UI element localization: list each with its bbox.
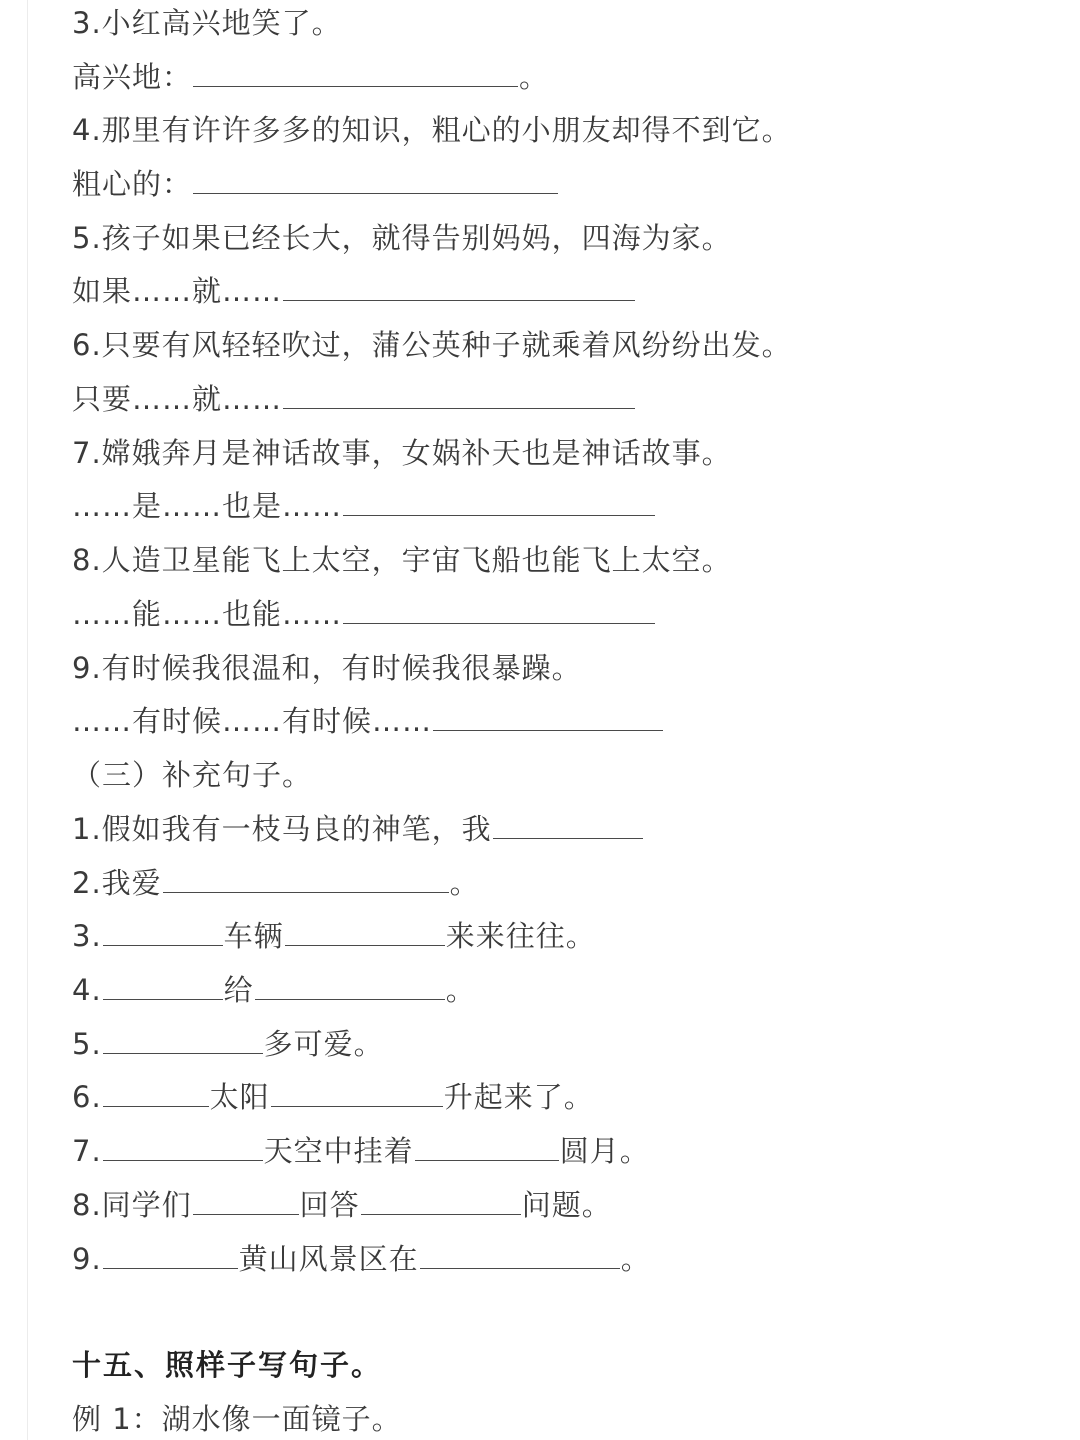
question-sentence: 5.孩子如果已经长大，就得告别妈妈，四海为家。 [72,221,732,255]
section-heading: 十五、照样子写句子。 [72,1348,383,1382]
answer-line: 高兴地： 。 [72,60,550,94]
fill-blank[interactable] [193,1188,299,1215]
fill-blank[interactable] [193,60,518,87]
fill-sentence: 7. 天空中挂着 圆月。 [72,1134,650,1168]
fill-blank[interactable] [103,1134,263,1161]
fill-blank[interactable] [255,973,445,1000]
question-sentence: 6.只要有风轻轻吹过，蒲公英种子就乘着风纷纷出发。 [72,328,792,362]
fill-blank[interactable] [103,1242,238,1269]
answer-line: ……是……也是…… [72,486,656,526]
fill-blank[interactable] [103,919,223,946]
fill-blank[interactable] [103,973,223,1000]
fill-blank[interactable] [103,1027,263,1054]
fill-sentence: 4. 给 。 [72,973,476,1007]
fill-blank[interactable] [420,1242,620,1269]
fill-blank[interactable] [415,1134,559,1161]
fill-sentence: 5. 多可爱。 [72,1027,384,1061]
fill-blank[interactable] [283,274,635,301]
fill-blank[interactable] [103,1080,209,1107]
question-sentence: 7.嫦娥奔月是神话故事，女娲补天也是神话故事。 [72,436,732,470]
fill-blank[interactable] [283,382,635,409]
fill-blank[interactable] [343,597,655,624]
fill-blank[interactable] [271,1080,443,1107]
fill-blank[interactable] [163,866,449,893]
fill-sentence: 6. 太阳 升起来了。 [72,1080,594,1114]
answer-line: 粗心的： [72,164,559,204]
fill-blank[interactable] [343,489,655,516]
fill-blank[interactable] [493,812,643,839]
fill-blank[interactable] [193,167,558,194]
question-sentence: 4.那里有许许多多的知识，粗心的小朋友却得不到它。 [72,113,792,147]
answer-line: ……能……也能…… [72,594,656,634]
answer-line: 只要……就…… [72,379,636,419]
example-sentence: 例 1：湖水像一面镜子。 [72,1402,402,1436]
fill-sentence: 9. 黄山风景区在 。 [72,1242,651,1276]
question-sentence: 3.小红高兴地笑了。 [72,6,342,40]
fill-sentence: 3. 车辆 来来往往。 [72,919,596,953]
question-sentence: 8.人造卫星能飞上太空，宇宙飞船也能飞上太空。 [72,543,732,577]
fill-sentence: 2.我爱 。 [72,866,480,900]
fill-blank[interactable] [361,1188,521,1215]
fill-blank[interactable] [433,704,663,731]
answer-line: ……有时候……有时候…… [72,701,664,741]
answer-line: 如果……就…… [72,271,636,311]
page-margin-line [27,0,28,1440]
section-title: （三）补充句子。 [72,758,313,792]
fill-sentence: 1.假如我有一枝马良的神笔，我 [72,809,644,849]
fill-sentence: 8.同学们 回答 问题。 [72,1188,612,1222]
question-sentence: 9.有时候我很温和，有时候我很暴躁。 [72,651,582,685]
fill-blank[interactable] [285,919,445,946]
